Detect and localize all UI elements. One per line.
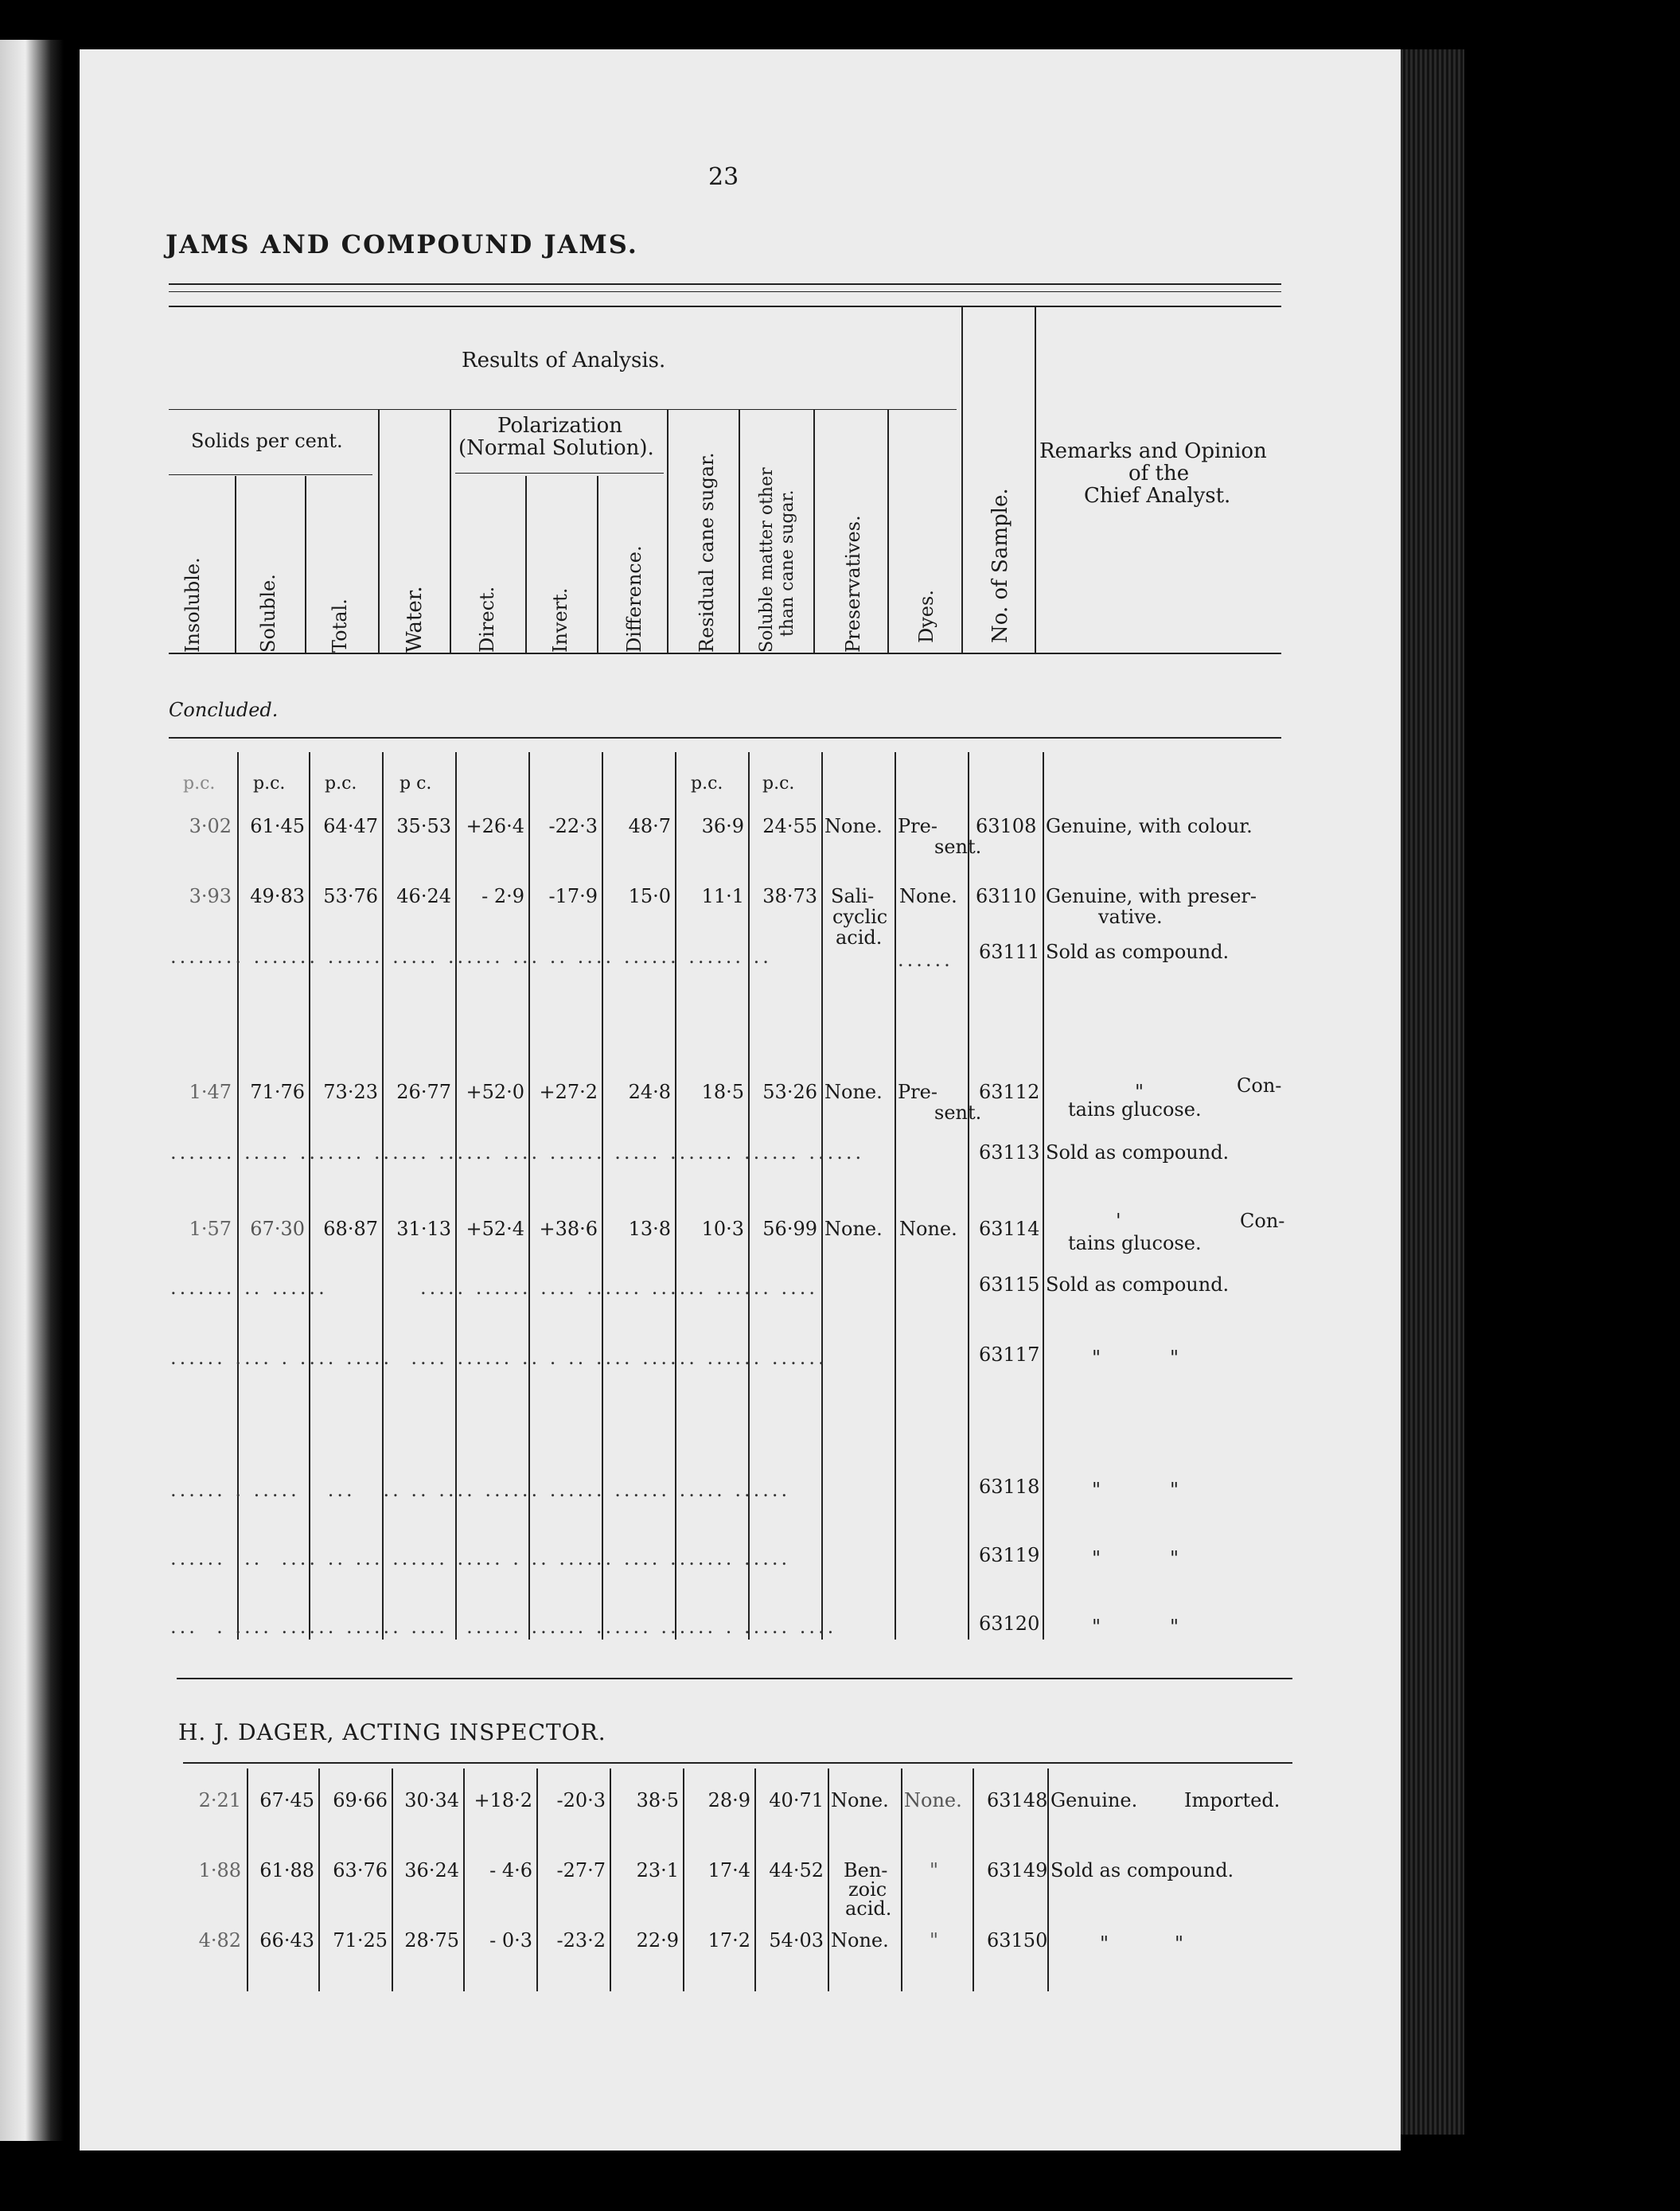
results-rule — [169, 409, 957, 410]
cell-difference: 23·1 — [636, 1859, 679, 1881]
cell-dyes: Pre- — [898, 815, 937, 837]
cell-sample: 63108 — [976, 815, 1037, 837]
polarization-subheading: (Normal Solution). — [458, 436, 654, 460]
hdr-vline — [813, 409, 815, 653]
cell-direct: +52·4 — [466, 1218, 524, 1240]
cell-soluble: 61·88 — [259, 1859, 314, 1881]
cell-invert: -27·7 — [556, 1859, 606, 1881]
body-vline — [821, 752, 823, 1640]
cell-insoluble: 1·88 — [198, 1859, 241, 1881]
cell-remark: Con- — [1240, 1210, 1285, 1232]
body-vline — [895, 752, 896, 1640]
col-soluble-matter-2: than cane sugar. — [778, 489, 797, 637]
body-vline — [1043, 752, 1044, 1640]
cell-matter: 44·52 — [769, 1859, 824, 1881]
col-invert: Invert. — [549, 587, 571, 653]
col-total: Total. — [329, 599, 351, 653]
cell-sample: 63112 — [979, 1081, 1040, 1103]
cell-dyes-cont: sent. — [934, 836, 982, 858]
left-page-edge — [0, 40, 64, 2141]
cell-soluble: 71·76 — [250, 1081, 305, 1103]
cell-direct: +52·0 — [466, 1081, 524, 1103]
dot-leader: ...... . ..... ... .. .. .... ...... ...... ...... ..... ...... — [170, 1479, 791, 1501]
body-vline — [828, 1768, 829, 1991]
body-vline — [754, 1768, 756, 1991]
hdr-vline — [525, 476, 527, 653]
cell-water: 31·13 — [396, 1218, 451, 1240]
dot-leader: ...... .. .... .. ... ...... ..... . .. ...... .... ....... ..... — [170, 1547, 791, 1570]
cell-invert: +27·2 — [539, 1081, 598, 1103]
ditto-mark: " — [1175, 1932, 1184, 1955]
cell-remark: Sold as compound. — [1046, 1141, 1230, 1164]
cell-sample: 63120 — [979, 1612, 1040, 1635]
body-vline — [318, 1768, 320, 1991]
cell-dyes: Pre- — [898, 1081, 937, 1103]
polarization-rule — [455, 473, 664, 474]
cell-preservatives-cont: acid. — [836, 926, 883, 949]
body-vline — [309, 752, 310, 1640]
cell-preservatives-cont: zoic — [848, 1878, 887, 1901]
cell-remark: Sold as compound. — [1046, 1273, 1230, 1296]
cell-residual: 11·1 — [701, 885, 744, 907]
body-vline — [455, 752, 457, 1640]
cell-remark: Genuine, with preser- — [1046, 885, 1257, 907]
top-rule — [169, 283, 1281, 285]
cell-dyes-cont: sent. — [934, 1102, 982, 1124]
header-bottom-rule — [169, 653, 1281, 654]
hdr-vline — [597, 476, 598, 653]
ditto-mark: " — [1100, 1932, 1109, 1955]
body-vline — [901, 1768, 902, 1991]
col-soluble: Soluble. — [257, 574, 279, 653]
body-vline — [536, 1768, 538, 1991]
solids-heading: Solids per cent. — [191, 430, 343, 452]
ditto-mark: " — [1092, 1616, 1101, 1638]
ditto-mark: " — [1170, 1347, 1179, 1369]
cell-invert: +38·6 — [539, 1218, 598, 1240]
col-residual: Residual cane sugar. — [696, 452, 718, 653]
cell-sample: 63115 — [979, 1273, 1040, 1296]
col-difference: Difference. — [623, 545, 645, 653]
cell-difference: 15·0 — [628, 885, 671, 907]
cell-total: 71·25 — [333, 1929, 388, 1952]
remarks-heading-1: Remarks and Opinion — [1039, 439, 1267, 463]
cell-residual: 18·5 — [701, 1081, 744, 1103]
body-vline — [602, 752, 603, 1640]
body-vline — [392, 1768, 393, 1991]
cell-sample: 63118 — [979, 1476, 1040, 1498]
col-dyes: Dyes. — [915, 590, 937, 643]
cell-insoluble: 3·93 — [189, 885, 232, 907]
cell-preservatives-cont: acid. — [845, 1897, 892, 1920]
cell-residual: 17·4 — [707, 1859, 750, 1881]
cell-matter: 56·99 — [762, 1218, 817, 1240]
cell-total: 69·66 — [333, 1789, 388, 1811]
cell-invert: -20·3 — [556, 1789, 606, 1811]
cell-sample: 63149 — [987, 1859, 1048, 1881]
cell-remark-cont: tains glucose. — [1068, 1232, 1202, 1254]
section-rule — [177, 1678, 1292, 1679]
cell-matter: 54·03 — [769, 1929, 824, 1952]
cell-water: 26·77 — [396, 1081, 451, 1103]
cell-sample: 63117 — [979, 1343, 1040, 1366]
cell-total: 63·76 — [333, 1859, 388, 1881]
page-title: JAMS AND COMPOUND JAMS. — [166, 229, 638, 259]
ditto-mark: ' — [1116, 1210, 1121, 1232]
cell-difference: 13·8 — [628, 1218, 671, 1240]
cell-dyes: None. — [899, 885, 957, 907]
hdr-vline — [739, 409, 740, 653]
cell-sample: 63119 — [979, 1544, 1040, 1566]
ditto-mark: " — [1170, 1479, 1179, 1501]
unit-water: p c. — [400, 774, 432, 794]
unit-soluble: p.c. — [253, 774, 286, 794]
body-vline — [382, 752, 384, 1640]
body-vline — [610, 1768, 611, 1991]
inspector-heading: H. J. DAGER, ACTING INSPECTOR. — [178, 1719, 606, 1745]
cell-direct: +26·4 — [466, 815, 524, 837]
cell-invert: -22·3 — [548, 815, 598, 837]
body-vline — [968, 752, 969, 1640]
cell-preservatives: None. — [831, 1929, 889, 1952]
body-vline — [463, 1768, 465, 1991]
ditto-mark: " — [1092, 1547, 1101, 1570]
cell-preservatives: None. — [824, 1081, 883, 1103]
cell-matter: 53·26 — [762, 1081, 817, 1103]
body-vline — [528, 752, 530, 1640]
solids-rule — [169, 474, 372, 475]
unit-residual: p.c. — [691, 774, 723, 794]
col-soluble-matter-1: Soluble matter other — [757, 467, 777, 653]
cell-total: 68·87 — [323, 1218, 378, 1240]
col-preservatives: Preservatives. — [842, 515, 864, 653]
cell-invert: -23·2 — [556, 1929, 606, 1952]
cell-water: 46·24 — [396, 885, 451, 907]
hdr-vline — [305, 476, 306, 653]
results-heading: Results of Analysis. — [462, 349, 666, 372]
remarks-heading-2: of the — [1128, 462, 1190, 485]
cell-total: 64·47 — [323, 815, 378, 837]
cell-sample: 63148 — [987, 1789, 1048, 1811]
hdr-vline — [1035, 306, 1036, 653]
hdr-vline — [667, 409, 668, 653]
hdr-vline — [378, 409, 380, 653]
cell-dyes: None. — [899, 1218, 957, 1240]
col-sample: No. of Sample. — [988, 488, 1012, 643]
cell-soluble: 66·43 — [259, 1929, 314, 1952]
cell-residual: 10·3 — [701, 1218, 744, 1240]
cell-difference: 48·7 — [628, 815, 671, 837]
cell-remark: Sold as compound. — [1046, 941, 1230, 963]
cell-difference: 38·5 — [636, 1789, 679, 1811]
col-direct: Direct. — [476, 586, 498, 653]
cell-preservatives-cont: cyclic — [832, 906, 888, 928]
cell-matter: 40·71 — [769, 1789, 824, 1811]
cell-total: 53·76 — [323, 885, 378, 907]
dot-leader: ...... .... . .... ..... .... ...... .. . .. .... ...... ...... ...... — [170, 1347, 828, 1369]
hdr-vline — [450, 409, 451, 653]
cell-dyes: " — [930, 1929, 939, 1952]
dot-leader: ... . .... ...... ...... .... ...... ...... ...... ...... . ..... .... — [170, 1616, 837, 1638]
ditto-mark: " — [1170, 1547, 1179, 1570]
cell-soluble: 67·30 — [250, 1218, 305, 1240]
col-water: Water. — [403, 586, 427, 653]
cell-residual: 28·9 — [707, 1789, 750, 1811]
cell-sample: 63113 — [979, 1141, 1040, 1164]
concluded-label: Concluded. — [169, 699, 279, 721]
top-rule-thin — [169, 291, 1281, 292]
ditto-mark: " — [1092, 1479, 1101, 1501]
cell-direct: - 0·3 — [489, 1929, 532, 1952]
hdr-vline — [961, 306, 963, 653]
cell-dyes: None. — [904, 1789, 962, 1811]
hdr-vline — [887, 409, 889, 653]
cell-remark: Genuine, with colour. — [1046, 815, 1253, 837]
cell-soluble: 67·45 — [259, 1789, 314, 1811]
cell-matter: 24·55 — [762, 815, 817, 837]
cell-water: 36·24 — [404, 1859, 459, 1881]
cell-direct: - 2·9 — [481, 885, 524, 907]
ditto-mark: " — [1135, 1081, 1144, 1103]
cell-remark-cont: Imported. — [1184, 1789, 1280, 1811]
page-edge-stack — [1401, 49, 1464, 2135]
cell-direct: +18·2 — [474, 1789, 532, 1811]
cell-insoluble: 2·21 — [198, 1789, 241, 1811]
body-vline — [247, 1768, 248, 1991]
cell-residual: 36·9 — [701, 815, 744, 837]
dot-leader: ...... — [898, 949, 953, 971]
concluded-rule — [169, 737, 1281, 739]
inspector-rule — [183, 1762, 1292, 1764]
header-top-rule — [169, 306, 1281, 307]
cell-preservatives: Sali- — [831, 885, 875, 907]
body-vline — [683, 1768, 684, 1991]
ditto-mark: " — [1170, 1616, 1179, 1638]
cell-sample: 63110 — [976, 885, 1037, 907]
cell-preservatives: Ben- — [844, 1859, 888, 1881]
cell-water: 35·53 — [396, 815, 451, 837]
cell-remark: Genuine. — [1050, 1789, 1138, 1811]
cell-direct: - 4·6 — [489, 1859, 532, 1881]
col-insoluble: Insoluble. — [181, 557, 204, 653]
dot-leader: ....... ..... ....... ...... ...... .... ...... ..... ....... ...... ...... — [170, 1141, 865, 1164]
cell-water: 28·75 — [404, 1929, 459, 1952]
cell-difference: 24·8 — [628, 1081, 671, 1103]
cell-remark-cont: tains glucose. — [1068, 1098, 1202, 1121]
cell-sample: 63111 — [979, 941, 1040, 963]
dot-leader: ........ ....... ...... ..... ...... ... .. .... ...... ...... .. — [170, 946, 772, 968]
ditto-mark: " — [1092, 1347, 1101, 1369]
cell-sample: 63114 — [979, 1218, 1040, 1240]
cell-insoluble: 3·02 — [189, 815, 232, 837]
dot-leader: ....... .. ...... ..... ...... .... ...... ...... ...... .... — [170, 1277, 819, 1299]
hdr-vline — [235, 476, 236, 653]
cell-remark: Con- — [1237, 1074, 1282, 1097]
cell-residual: 17·2 — [707, 1929, 750, 1952]
body-vline — [748, 752, 750, 1640]
remarks-heading-3: Chief Analyst. — [1084, 484, 1231, 508]
cell-invert: -17·9 — [548, 885, 598, 907]
unit-total: p.c. — [325, 774, 357, 794]
cell-insoluble: 1·47 — [189, 1081, 232, 1103]
cell-soluble: 49·83 — [250, 885, 305, 907]
cell-insoluble: 4·82 — [198, 1929, 241, 1952]
cell-water: 30·34 — [404, 1789, 459, 1811]
cell-matter: 38·73 — [762, 885, 817, 907]
cell-preservatives: None. — [824, 1218, 883, 1240]
cell-insoluble: 1·57 — [189, 1218, 232, 1240]
cell-preservatives: None. — [824, 815, 883, 837]
body-vline — [237, 752, 239, 1640]
cell-total: 73·23 — [323, 1081, 378, 1103]
body-vline — [973, 1768, 974, 1991]
cell-sample: 63150 — [987, 1929, 1048, 1952]
unit-insoluble: p.c. — [183, 774, 216, 794]
cell-remark: Sold as compound. — [1050, 1859, 1234, 1881]
page-number: 23 — [708, 163, 739, 191]
polarization-heading: Polarization — [497, 414, 623, 438]
cell-dyes: " — [930, 1859, 939, 1881]
unit-matter: p.c. — [762, 774, 795, 794]
body-vline — [675, 752, 676, 1640]
cell-difference: 22·9 — [636, 1929, 679, 1952]
cell-preservatives: None. — [831, 1789, 889, 1811]
cell-soluble: 61·45 — [250, 815, 305, 837]
cell-remark-cont: vative. — [1098, 906, 1163, 928]
